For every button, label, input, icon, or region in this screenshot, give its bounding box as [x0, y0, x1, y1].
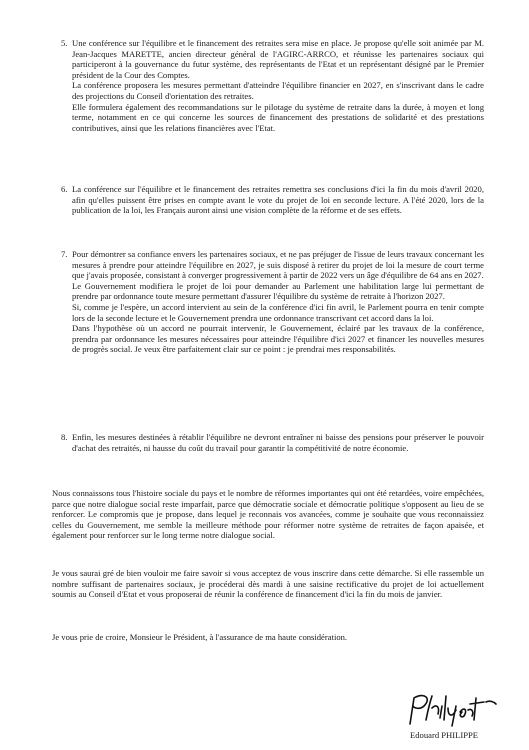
item-number: 5. — [61, 38, 68, 48]
numbered-item-6 — [61, 184, 484, 216]
closing-paragraph: Je vous saurai gré de bien vouloir me faire savoir si vous acceptez de vous inscrire dans cette démarche. Si elle rassemble un nombre suffisant de partenaires sociaux, je procéderai dès mardi à une saisine rectificative du projet de loi actuellement soumis au Conseil d'Etat et vous proposerai de réunir la conférence de financement d'ici la fin du mois de janvier. — [52, 568, 484, 600]
item-paragraph: Enfin, les mesures destinées à rétablir l'équilibre ne devront entraîner ni baisse des pensions pour préserver le pouvoir d'achat des retraités, ni hausse du coût du travail pour garantir la compétitivité de notre économie. — [72, 432, 484, 453]
numbered-item-8 — [61, 432, 484, 453]
item-number: 8. — [61, 432, 68, 442]
closing-paragraph: Nous connaissons tous l'histoire sociale du pays et le nombre de réformes importantes qui ont été retardées, voire empêchées, parce que notre dialogue social reste imparfait, parce que démocratie sociale et démocratie politique s'opposent au lieu de se renforcer. Le compromis que je propose, dans lequel je reconnais vos avancées, comme je souhaite que vous reconnaissiez celles du Gouvernement, me semble la meilleure méthode pour réformer notre système de retraites de façon apaisée, et également pour renforcer sur le long terme notre dialogue social. — [52, 488, 484, 541]
item-paragraph: La conférence proposera les mesures permettant d'atteindre l'équilibre financier en 2027, en s'inscrivant dans le cadre des projections du Conseil d'orientation des retraites. — [72, 80, 484, 101]
item-paragraph: Dans l'hypothèse où un accord ne pourrait intervenir, le Gouvernement, éclairé par les travaux de la conférence, prendra par ordonnance les mesures nécessaires pour atteindre l'équilibre d'ici 2027 et financer les nouvelles mesures de progrès social. Je veux être parfaitement clair sur ce point : je prendrai mes responsabilités. — [72, 323, 484, 355]
item-paragraph: La conférence sur l'équilibre et le financement des retraites remettra ses conclusions d'ici la fin du mois d'avril 2020, afin qu'elles puissent être prises en compte avant le vote du projet de loi en seconde lecture. A l'été 2020, lors de la publication de la loi, les Français auront ainsi une vision complète de la réforme et de ses effets. — [72, 184, 484, 216]
numbered-item-5 — [61, 38, 484, 133]
numbered-item-7 — [61, 249, 484, 355]
signer-name: Edouard PHILIPPE — [410, 730, 479, 740]
item-paragraph: Si, comme je l'espère, un accord intervient au sein de la conférence d'ici fin avril, le Parlement pourra en tenir compte lors de la seconde lecture et le Gouvernement prendra une ordonnance transcrivant cet accord dans la loi. — [72, 301, 484, 323]
item-number: 7. — [61, 249, 68, 259]
item-paragraph: Une conférence sur l'équilibre et le financement des retraites sera mise en place. Je propose qu'elle soit animée par M. Jean-Jacques MARETTE, ancien directeur général de l'AGIRC-ARRCO, et réunisse les partenaires sociaux qui participeront à la gouvernance du futur système, des représentants de l'Etat et un représentant désigné par le Premier président de la Cour des Comptes. — [72, 38, 484, 80]
item-paragraph: Le Gouvernement modifiera le projet de loi pour demander au Parlement une habilitation large lui permettant de prendre par ordonnance toute mesure permettant d'assurer l'équilibre du système de retraite à l'horizon 2027. — [72, 280, 484, 302]
item-paragraph: Pour démontrer sa confiance envers les partenaires sociaux, et ne pas préjuger de l'issue de leurs travaux concernant les mesures à prendre pour atteindre l'équilibre en 2027, je suis disposé à retirer du projet de loi la mesure de court terme que j'avais proposée, consistant à converger progressivement à partir de 2022 vers un âge d'équilibre de 64 ans en 2027. — [72, 249, 484, 281]
item-paragraph: Elle formulera également des recommandations sur le pilotage du système de retraite dans la durée, à moyen et long terme, notamment en ce qui concerne les sources de financement des prestations de solidarité et des prestations contributives, ainsi que les relations financières avec l'Etat. — [72, 101, 484, 133]
item-number: 6. — [61, 184, 68, 194]
signature-mark — [402, 690, 502, 728]
closing-paragraph: Je vous prie de croire, Monsieur le Président, à l'assurance de ma haute considération. — [52, 632, 348, 642]
